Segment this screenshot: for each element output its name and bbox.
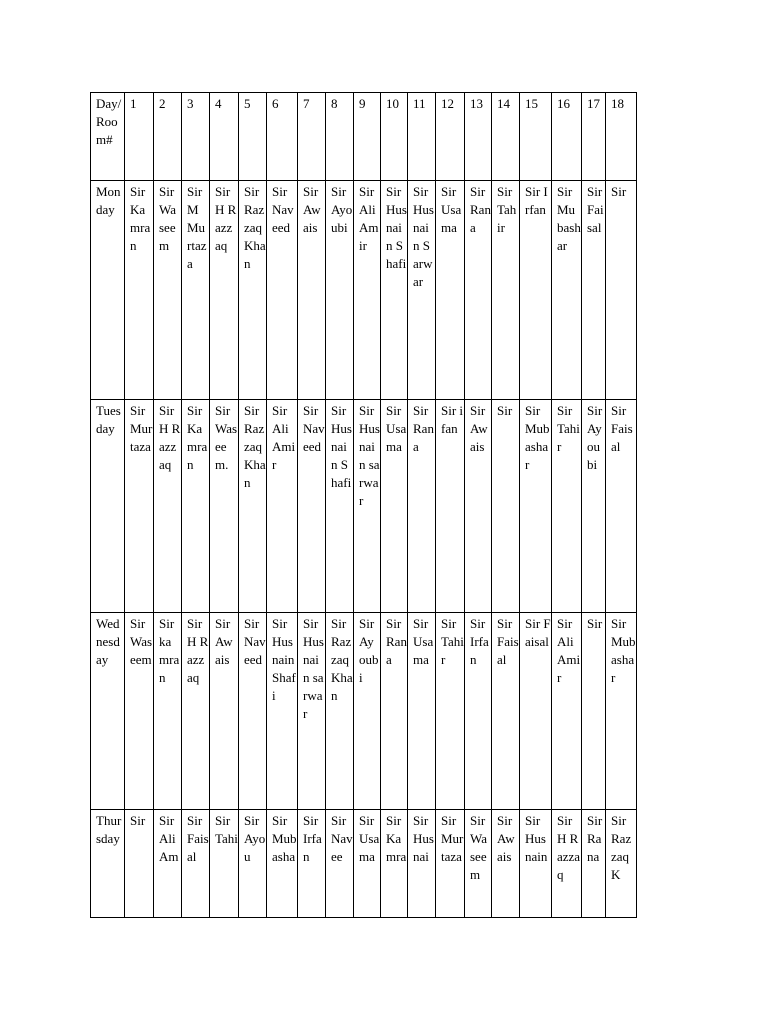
teacher-cell: Sir Usama <box>381 400 408 613</box>
teacher-cell: Sir Naveed <box>267 181 298 400</box>
room-header: 12 <box>436 93 465 181</box>
teacher-cell: Sir Ayoubi <box>326 181 354 400</box>
teacher-cell: Sir Razzaq Khan <box>326 613 354 810</box>
room-header: 4 <box>210 93 239 181</box>
teacher-cell: Sir Usama <box>436 181 465 400</box>
day-label: Wednesday <box>91 613 125 810</box>
teacher-cell: Sir <box>492 400 520 613</box>
teacher-cell: Sir Usama <box>408 613 436 810</box>
room-header: 6 <box>267 93 298 181</box>
teacher-cell: Sir Mubasha <box>267 810 298 918</box>
teacher-cell: Sir Husnain <box>520 810 552 918</box>
room-header: 5 <box>239 93 267 181</box>
room-header: 7 <box>298 93 326 181</box>
teacher-cell: Sir Ayoubi <box>582 400 606 613</box>
teacher-cell: Sir Awais <box>465 400 492 613</box>
teacher-cell: Sir H Razzaq <box>552 810 582 918</box>
timetable <box>90 92 637 918</box>
header-row <box>91 93 637 181</box>
day-row-tuesday <box>91 400 637 613</box>
teacher-cell: Sir Tahir <box>552 400 582 613</box>
teacher-cell: Sir Husnain Shafi <box>267 613 298 810</box>
teacher-cell: Sir Waseem <box>154 181 182 400</box>
teacher-cell: Sir Ali Am <box>154 810 182 918</box>
teacher-cell: Sir Faisal <box>606 400 637 613</box>
teacher-cell: Sir Mubashar <box>552 181 582 400</box>
teacher-cell: Sir Ali Amir <box>552 613 582 810</box>
teacher-cell: Sir Mubashar <box>520 400 552 613</box>
teacher-cell: Sir Ali Amir <box>267 400 298 613</box>
room-header: 8 <box>326 93 354 181</box>
teacher-cell: Sir Awais <box>210 613 239 810</box>
teacher-cell: Sir ifan <box>436 400 465 613</box>
day-label: Monday <box>91 181 125 400</box>
teacher-cell: Sir Waseem <box>125 613 154 810</box>
day-label: Tuesday <box>91 400 125 613</box>
room-header: 1 <box>125 93 154 181</box>
day-row-monday <box>91 181 637 400</box>
room-header: 2 <box>154 93 182 181</box>
room-header: 13 <box>465 93 492 181</box>
corner-header: Day/Room# <box>91 93 125 181</box>
teacher-cell: Sir kamran <box>154 613 182 810</box>
teacher-cell: Sir Irfan <box>520 181 552 400</box>
day-row-wednesday <box>91 613 637 810</box>
teacher-cell: Sir Ali Amir <box>354 181 381 400</box>
teacher-cell: Sir Kamra <box>381 810 408 918</box>
teacher-cell: Sir H Razzaq <box>210 181 239 400</box>
teacher-cell: Sir Naveed <box>298 400 326 613</box>
room-header: 9 <box>354 93 381 181</box>
teacher-cell: Sir Faisal <box>582 181 606 400</box>
day-row-thursday <box>91 810 637 918</box>
teacher-cell: Sir Rana <box>582 810 606 918</box>
teacher-cell: Sir Irfan <box>465 613 492 810</box>
teacher-cell: Sir H Razzaq <box>154 400 182 613</box>
room-header: 14 <box>492 93 520 181</box>
teacher-cell: Sir Awais <box>492 810 520 918</box>
teacher-cell: Sir Rana <box>465 181 492 400</box>
teacher-cell: Sir <box>125 810 154 918</box>
teacher-cell: Sir Irfan <box>298 810 326 918</box>
teacher-cell: Sir Ayou <box>239 810 267 918</box>
teacher-cell: Sir Husnain Shafi <box>381 181 408 400</box>
teacher-cell: Sir <box>606 181 637 400</box>
teacher-cell: Sir Waseem. <box>210 400 239 613</box>
teacher-cell: Sir Razzaq Khan <box>239 400 267 613</box>
teacher-cell: Sir Ayoubi <box>354 613 381 810</box>
teacher-cell: Sir Husnain sarwar <box>298 613 326 810</box>
teacher-cell: Sir Murtaza <box>125 400 154 613</box>
teacher-cell: Sir Tahi <box>210 810 239 918</box>
teacher-cell: Sir Murtaza <box>436 810 465 918</box>
teacher-cell: Sir Husnain Sarwar <box>408 181 436 400</box>
teacher-cell: Sir <box>582 613 606 810</box>
room-header: 18 <box>606 93 637 181</box>
teacher-cell: Sir Waseem <box>465 810 492 918</box>
teacher-cell: Sir Faisal <box>520 613 552 810</box>
teacher-cell: Sir Faisal <box>492 613 520 810</box>
teacher-cell: Sir H Razzaq <box>182 613 210 810</box>
teacher-cell: Sir Kamran <box>125 181 154 400</box>
teacher-cell: Sir Razzaq Khan <box>239 181 267 400</box>
teacher-cell: Sir Mubashar <box>606 613 637 810</box>
teacher-cell: Sir Faisal <box>182 810 210 918</box>
day-label: Thursday <box>91 810 125 918</box>
teacher-cell: Sir Husnain sarwar <box>354 400 381 613</box>
teacher-cell: Sir Rana <box>381 613 408 810</box>
teacher-cell: Sir Tahir <box>436 613 465 810</box>
room-header: 11 <box>408 93 436 181</box>
teacher-cell: Sir Awais <box>298 181 326 400</box>
room-header: 3 <box>182 93 210 181</box>
teacher-cell: Sir M Murtaza <box>182 181 210 400</box>
teacher-cell: Sir Kamran <box>182 400 210 613</box>
room-header: 10 <box>381 93 408 181</box>
room-header: 15 <box>520 93 552 181</box>
teacher-cell: Sir Rana <box>408 400 436 613</box>
room-header: 16 <box>552 93 582 181</box>
teacher-cell: Sir Naveed <box>239 613 267 810</box>
teacher-cell: Sir Usama <box>354 810 381 918</box>
room-header: 17 <box>582 93 606 181</box>
teacher-cell: Sir Navee <box>326 810 354 918</box>
teacher-cell: Sir Tahir <box>492 181 520 400</box>
teacher-cell: Sir RazzaqK <box>606 810 637 918</box>
teacher-cell: Sir Husnai <box>408 810 436 918</box>
teacher-cell: Sir Husnain Shafi <box>326 400 354 613</box>
